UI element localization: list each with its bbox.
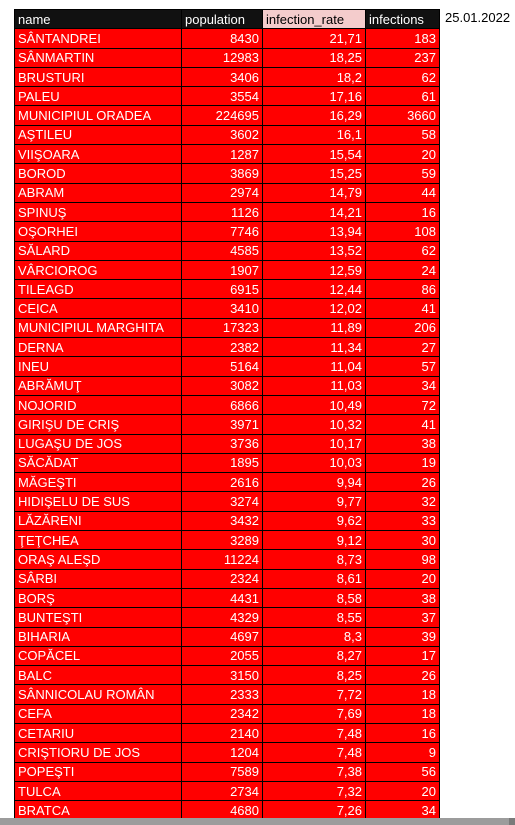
infections-cell[interactable]: 38 — [366, 588, 440, 607]
name-cell[interactable]: SĂCĂDAT — [15, 453, 182, 472]
population-cell[interactable]: 3410 — [182, 299, 263, 318]
name-cell[interactable]: HIDIŞELU DE SUS — [15, 492, 182, 511]
name-cell[interactable]: TULCA — [15, 781, 182, 800]
table-row — [15, 569, 440, 588]
name-cell[interactable]: TILEAGD — [15, 280, 182, 299]
name-cell[interactable]: SĂLARD — [15, 241, 182, 260]
infection-rate-cell[interactable]: 8,25 — [263, 666, 366, 685]
infections-cell[interactable]: 20 — [366, 569, 440, 588]
infection-rate-cell[interactable]: 9,62 — [263, 511, 366, 530]
scrollbar-thumb[interactable] — [0, 818, 509, 825]
population-cell[interactable]: 17323 — [182, 318, 263, 337]
infection-rate-cell[interactable]: 12,02 — [263, 299, 366, 318]
infection-rate-cell[interactable]: 9,77 — [263, 492, 366, 511]
column-header-infection-rate[interactable]: infection_rate — [263, 10, 366, 29]
table-row — [15, 781, 440, 800]
table-row — [15, 492, 440, 511]
table-row — [15, 743, 440, 762]
table-row — [15, 415, 440, 434]
name-cell[interactable]: MUNICIPIUL MARGHITA — [15, 318, 182, 337]
name-cell[interactable]: LUGAŞU DE JOS — [15, 434, 182, 453]
name-cell[interactable]: NOJORID — [15, 395, 182, 414]
infections-cell[interactable]: 24 — [366, 260, 440, 279]
infection-rate-cell[interactable]: 11,03 — [263, 376, 366, 395]
table-row — [15, 280, 440, 299]
table-row — [15, 183, 440, 202]
infections-cell[interactable]: 206 — [366, 318, 440, 337]
infection-rate-cell[interactable]: 17,16 — [263, 87, 366, 106]
name-cell[interactable]: MUNICIPIUL ORADEA — [15, 106, 182, 125]
table-row — [15, 531, 440, 550]
infection-table — [14, 9, 440, 820]
name-cell[interactable]: BORŞ — [15, 588, 182, 607]
infections-cell[interactable]: 86 — [366, 280, 440, 299]
table-row — [15, 125, 440, 144]
table-row — [15, 723, 440, 742]
infections-cell[interactable]: 72 — [366, 395, 440, 414]
infection-rate-cell[interactable]: 18,2 — [263, 67, 366, 86]
table-row — [15, 145, 440, 164]
infection-rate-cell[interactable]: 7,26 — [263, 801, 366, 820]
infection-rate-cell[interactable]: 7,48 — [263, 723, 366, 742]
population-cell[interactable]: 3150 — [182, 666, 263, 685]
header-row — [15, 10, 440, 29]
name-cell[interactable]: CEICA — [15, 299, 182, 318]
infection-rate-cell[interactable]: 7,69 — [263, 704, 366, 723]
population-cell[interactable]: 7746 — [182, 222, 263, 241]
infection-rate-cell[interactable]: 8,27 — [263, 646, 366, 665]
population-cell[interactable]: 1287 — [182, 145, 263, 164]
infections-cell[interactable]: 237 — [366, 48, 440, 67]
table-row — [15, 48, 440, 67]
infection-rate-cell[interactable]: 14,21 — [263, 202, 366, 221]
name-cell[interactable]: GIRIŞU DE CRIŞ — [15, 415, 182, 434]
name-cell[interactable]: CEFA — [15, 704, 182, 723]
infection-rate-cell[interactable]: 10,17 — [263, 434, 366, 453]
name-cell[interactable]: PALEU — [15, 87, 182, 106]
name-cell[interactable]: COPĂCEL — [15, 646, 182, 665]
infection-rate-cell[interactable]: 10,49 — [263, 395, 366, 414]
infections-cell[interactable]: 58 — [366, 125, 440, 144]
population-cell[interactable]: 3869 — [182, 164, 263, 183]
horizontal-scrollbar[interactable] — [0, 818, 515, 825]
table-row — [15, 106, 440, 125]
infections-cell[interactable]: 33 — [366, 511, 440, 530]
infections-cell[interactable]: 61 — [366, 87, 440, 106]
infection-rate-cell[interactable]: 12,44 — [263, 280, 366, 299]
name-cell[interactable]: BRATCA — [15, 801, 182, 820]
table-row — [15, 338, 440, 357]
column-header-population[interactable]: population — [182, 10, 263, 29]
infection-rate-cell[interactable]: 9,94 — [263, 473, 366, 492]
population-cell[interactable]: 3432 — [182, 511, 263, 530]
infection-rate-cell[interactable]: 15,25 — [263, 164, 366, 183]
population-cell[interactable]: 12983 — [182, 48, 263, 67]
population-cell[interactable]: 3971 — [182, 415, 263, 434]
infections-cell[interactable]: 62 — [366, 241, 440, 260]
infections-cell[interactable]: 16 — [366, 723, 440, 742]
population-cell[interactable]: 2140 — [182, 723, 263, 742]
name-cell[interactable]: ABRAM — [15, 183, 182, 202]
name-cell[interactable]: MĂGEŞTI — [15, 473, 182, 492]
population-cell[interactable]: 224695 — [182, 106, 263, 125]
table-row — [15, 511, 440, 530]
name-cell[interactable]: POPEŞTI — [15, 762, 182, 781]
infection-rate-cell[interactable]: 11,04 — [263, 357, 366, 376]
table-row — [15, 453, 440, 472]
infection-rate-cell[interactable]: 13,94 — [263, 222, 366, 241]
infections-cell[interactable]: 26 — [366, 666, 440, 685]
name-cell[interactable]: BRUSTURI — [15, 67, 182, 86]
infections-cell[interactable]: 17 — [366, 646, 440, 665]
population-cell[interactable]: 2616 — [182, 473, 263, 492]
population-cell[interactable]: 6866 — [182, 395, 263, 414]
table-row — [15, 704, 440, 723]
population-cell[interactable]: 2382 — [182, 338, 263, 357]
population-cell[interactable]: 2333 — [182, 685, 263, 704]
infections-cell[interactable]: 183 — [366, 29, 440, 48]
infections-cell[interactable]: 3660 — [366, 106, 440, 125]
name-cell[interactable]: VÂRCIOROG — [15, 260, 182, 279]
infections-cell[interactable]: 59 — [366, 164, 440, 183]
population-cell[interactable]: 3554 — [182, 87, 263, 106]
name-cell[interactable]: VIIŞOARA — [15, 145, 182, 164]
name-cell[interactable]: BIHARIA — [15, 627, 182, 646]
table-row — [15, 222, 440, 241]
name-cell[interactable]: ORAŞ ALEŞD — [15, 550, 182, 569]
name-cell[interactable]: AŞTILEU — [15, 125, 182, 144]
infection-rate-cell[interactable]: 11,89 — [263, 318, 366, 337]
infection-rate-cell[interactable]: 8,3 — [263, 627, 366, 646]
infection-rate-cell[interactable]: 12,59 — [263, 260, 366, 279]
population-cell[interactable]: 11224 — [182, 550, 263, 569]
infections-cell[interactable]: 18 — [366, 685, 440, 704]
infections-cell[interactable]: 20 — [366, 781, 440, 800]
population-cell[interactable]: 2734 — [182, 781, 263, 800]
infection-rate-cell[interactable]: 14,79 — [263, 183, 366, 202]
name-cell[interactable]: SÂNMARTIN — [15, 48, 182, 67]
infection-rate-cell[interactable]: 8,73 — [263, 550, 366, 569]
population-cell[interactable]: 1126 — [182, 202, 263, 221]
population-cell[interactable]: 5164 — [182, 357, 263, 376]
population-cell[interactable]: 3082 — [182, 376, 263, 395]
infections-cell[interactable]: 27 — [366, 338, 440, 357]
name-cell[interactable]: SÂRBI — [15, 569, 182, 588]
population-cell[interactable]: 4680 — [182, 801, 263, 820]
infections-cell[interactable]: 34 — [366, 376, 440, 395]
table-row — [15, 376, 440, 395]
infection-rate-cell[interactable]: 10,03 — [263, 453, 366, 472]
table-row — [15, 434, 440, 453]
table-row — [15, 762, 440, 781]
table-row — [15, 241, 440, 260]
infections-cell[interactable]: 32 — [366, 492, 440, 511]
name-cell[interactable]: ABRĂMUŢ — [15, 376, 182, 395]
infection-rate-cell[interactable]: 15,54 — [263, 145, 366, 164]
infections-cell[interactable]: 44 — [366, 183, 440, 202]
infections-cell[interactable]: 41 — [366, 299, 440, 318]
table-row — [15, 357, 440, 376]
infections-cell[interactable]: 98 — [366, 550, 440, 569]
infections-cell[interactable]: 62 — [366, 67, 440, 86]
infection-rate-cell[interactable]: 21,71 — [263, 29, 366, 48]
table-row — [15, 87, 440, 106]
infections-cell[interactable]: 108 — [366, 222, 440, 241]
population-cell[interactable]: 4585 — [182, 241, 263, 260]
infection-rate-cell[interactable]: 10,32 — [263, 415, 366, 434]
infections-cell[interactable]: 41 — [366, 415, 440, 434]
infections-cell[interactable]: 9 — [366, 743, 440, 762]
infections-cell[interactable]: 20 — [366, 145, 440, 164]
infection-rate-cell[interactable]: 7,48 — [263, 743, 366, 762]
name-cell[interactable]: INEU — [15, 357, 182, 376]
infection-rate-cell[interactable]: 18,25 — [263, 48, 366, 67]
infections-cell[interactable]: 56 — [366, 762, 440, 781]
column-header-infections[interactable]: infections — [366, 10, 440, 29]
infections-cell[interactable]: 57 — [366, 357, 440, 376]
table-row — [15, 299, 440, 318]
population-cell[interactable]: 3274 — [182, 492, 263, 511]
population-cell[interactable]: 1895 — [182, 453, 263, 472]
table-row — [15, 646, 440, 665]
infection-rate-cell[interactable]: 9,12 — [263, 531, 366, 550]
population-cell[interactable]: 2055 — [182, 646, 263, 665]
population-cell[interactable]: 3736 — [182, 434, 263, 453]
column-header-name[interactable]: name — [15, 10, 182, 29]
infection-rate-cell[interactable]: 16,29 — [263, 106, 366, 125]
infections-cell[interactable]: 30 — [366, 531, 440, 550]
population-cell[interactable]: 3602 — [182, 125, 263, 144]
population-cell[interactable]: 4697 — [182, 627, 263, 646]
data-sheet — [14, 9, 440, 820]
population-cell[interactable]: 6915 — [182, 280, 263, 299]
population-cell[interactable]: 8430 — [182, 29, 263, 48]
population-cell[interactable]: 1204 — [182, 743, 263, 762]
population-cell[interactable]: 3289 — [182, 531, 263, 550]
table-row — [15, 666, 440, 685]
infections-cell[interactable]: 37 — [366, 608, 440, 627]
infection-rate-cell[interactable]: 16,1 — [263, 125, 366, 144]
population-cell[interactable]: 2974 — [182, 183, 263, 202]
table-row — [15, 588, 440, 607]
name-cell[interactable]: LĂZĂRENI — [15, 511, 182, 530]
table-row — [15, 202, 440, 221]
name-cell[interactable]: CETARIU — [15, 723, 182, 742]
table-row — [15, 67, 440, 86]
infection-rate-cell[interactable]: 11,34 — [263, 338, 366, 357]
infections-cell[interactable]: 18 — [366, 704, 440, 723]
population-cell[interactable]: 1907 — [182, 260, 263, 279]
infections-cell[interactable]: 38 — [366, 434, 440, 453]
population-cell[interactable]: 3406 — [182, 67, 263, 86]
name-cell[interactable]: CRIŞTIORU DE JOS — [15, 743, 182, 762]
table-row — [15, 164, 440, 183]
infection-rate-cell[interactable]: 7,38 — [263, 762, 366, 781]
population-cell[interactable]: 2324 — [182, 569, 263, 588]
infections-cell[interactable]: 26 — [366, 473, 440, 492]
name-cell[interactable]: DERNA — [15, 338, 182, 357]
population-cell[interactable]: 4329 — [182, 608, 263, 627]
name-cell[interactable]: SÂNNICOLAU ROMÂN — [15, 685, 182, 704]
infection-rate-cell[interactable]: 8,58 — [263, 588, 366, 607]
name-cell[interactable]: OŞORHEI — [15, 222, 182, 241]
infection-rate-cell[interactable]: 7,72 — [263, 685, 366, 704]
infections-cell[interactable]: 19 — [366, 453, 440, 472]
table-row — [15, 29, 440, 48]
population-cell[interactable]: 7589 — [182, 762, 263, 781]
name-cell[interactable]: BALC — [15, 666, 182, 685]
table-row — [15, 260, 440, 279]
infections-cell[interactable]: 16 — [366, 202, 440, 221]
infections-cell[interactable]: 39 — [366, 627, 440, 646]
table-row — [15, 627, 440, 646]
table-row — [15, 395, 440, 414]
infection-rate-cell[interactable]: 7,32 — [263, 781, 366, 800]
infections-cell[interactable]: 34 — [366, 801, 440, 820]
table-row — [15, 318, 440, 337]
infection-rate-cell[interactable]: 8,61 — [263, 569, 366, 588]
date-cell: 25.01.2022 — [445, 10, 511, 25]
name-cell[interactable]: SÂNTANDREI — [15, 29, 182, 48]
population-cell[interactable]: 4431 — [182, 588, 263, 607]
table-row — [15, 608, 440, 627]
table-row — [15, 550, 440, 569]
name-cell[interactable]: BOROD — [15, 164, 182, 183]
population-cell[interactable]: 2342 — [182, 704, 263, 723]
infection-rate-cell[interactable]: 8,55 — [263, 608, 366, 627]
table-row — [15, 685, 440, 704]
table-body — [15, 29, 440, 820]
name-cell[interactable]: SPINUŞ — [15, 202, 182, 221]
infection-rate-cell[interactable]: 13,52 — [263, 241, 366, 260]
table-row — [15, 473, 440, 492]
name-cell[interactable]: ŢEŢCHEA — [15, 531, 182, 550]
name-cell[interactable]: BUNTEŞTI — [15, 608, 182, 627]
